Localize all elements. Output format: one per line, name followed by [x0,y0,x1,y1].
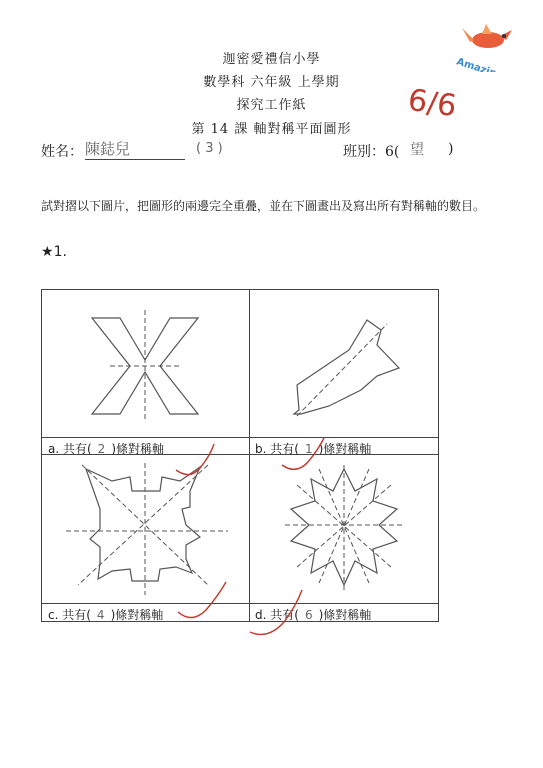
instruction-text: 試對摺以下圖片，把圖形的兩邊完全重疊，並在下圖畫出及寫出所有對稱軸的數目。 [41,199,486,213]
subject-line: 數學科 六年級 上學期 [203,75,340,90]
lesson-title: 第 14 課 軸對稱平面圖形 [191,122,352,137]
caption-a-answer: 2 [97,442,106,456]
question-number: 1. [53,244,67,260]
caption-d-prefix: d. 共有( [255,608,299,622]
caption-b-prefix: b. 共有( [255,442,299,456]
name-label: 姓名： [41,144,83,160]
star-icon: ★ [41,244,54,260]
caption-c-answer: 4 [96,608,105,622]
student-number: ( 3 ) [196,141,223,156]
class-label: 班別：6( [343,144,400,160]
caption-d-answer: 6 [304,608,313,622]
check-mark-b [282,438,324,469]
caption-c-suffix: )條對稱軸 [110,608,164,622]
sheet-title: 探究工作紙 [236,98,307,113]
class-value: 望 [410,142,424,158]
caption-d-suffix: )條對稱軸 [318,608,372,622]
caption-a-prefix: a. 共有( [48,442,92,456]
name-value: 陳鋕兒 [85,138,185,160]
check-mark-c [178,582,226,618]
school-name: 迦密愛禮信小學 [222,52,321,67]
logo-text: Amazing! [455,56,509,72]
class-close: ) [448,141,454,157]
caption-b-suffix: )條對稱軸 [318,442,372,456]
caption-a-suffix: )條對稱軸 [111,442,164,456]
check-mark-d [250,590,302,634]
caption-c-prefix: c. 共有( [48,608,91,622]
check-mark-a [176,444,214,475]
caption-b-answer: 1 [304,442,313,456]
grade-mark: 6/6 [405,82,459,125]
